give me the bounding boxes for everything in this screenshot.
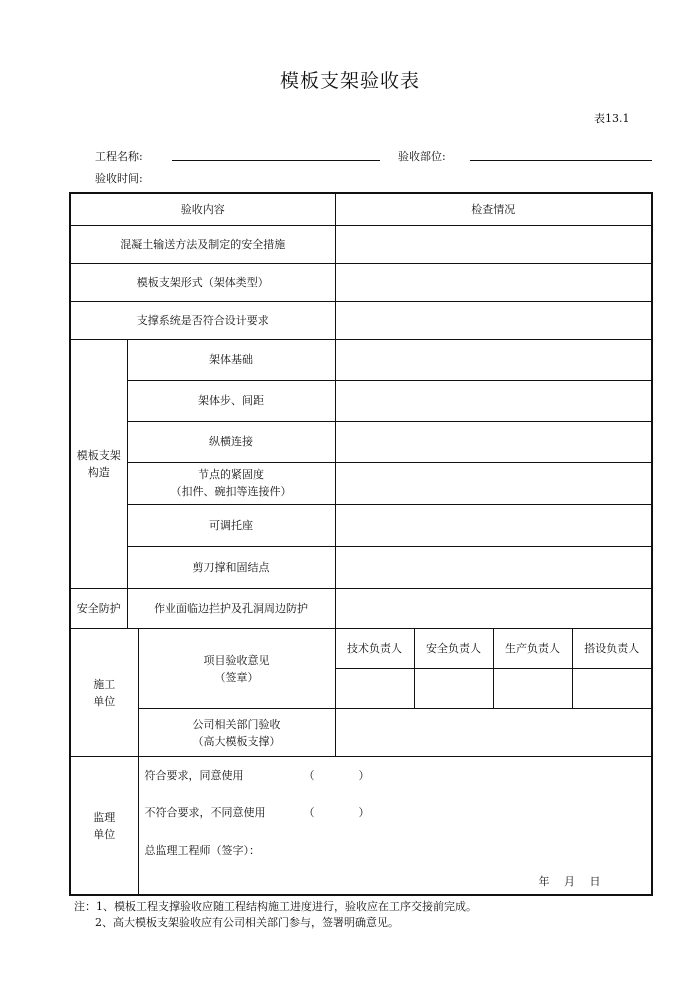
structure-group-label: 模板支架 构造 — [70, 339, 127, 588]
row-form-type: 模板支架形式（架体类型） — [70, 263, 335, 301]
project-name-field[interactable] — [172, 160, 380, 161]
agree-paren: （ ） — [303, 769, 370, 783]
sign-cell-erect[interactable] — [572, 669, 652, 709]
col-check-header: 检查情况 — [335, 193, 652, 225]
row-brace: 剪刀撑和固结点 — [127, 546, 335, 588]
accept-part-field[interactable] — [470, 160, 652, 161]
accept-part-label: 验收部位: — [398, 150, 446, 163]
role-erect: 搭设负责人 — [572, 629, 652, 669]
table-number: 表13.1 — [594, 112, 630, 125]
role-tech: 技术负责人 — [335, 629, 414, 669]
table-row — [70, 504, 652, 546]
supervision-cell[interactable] — [138, 757, 652, 895]
check-cell-brace[interactable] — [335, 546, 652, 588]
role-safety: 安全负责人 — [414, 629, 493, 669]
company-acceptance: 公司相关部门验收 （高大模板支撑） — [138, 709, 335, 757]
table-header-row — [70, 193, 652, 225]
row-foundation: 架体基础 — [127, 339, 335, 380]
role-production: 生产负责人 — [493, 629, 572, 669]
note-1: 注：1、模板工程支撑验收应随工程结构施工进度进行，验收应在工序交接前完成。 — [74, 900, 477, 913]
check-cell-concrete[interactable] — [335, 225, 652, 263]
safety-label: 安全防护 — [70, 588, 127, 628]
row-concrete: 混凝土输送方法及制定的安全措施 — [70, 225, 335, 263]
check-cell-safety[interactable] — [335, 588, 652, 628]
accept-time-label: 验收时间: — [95, 172, 143, 185]
project-opinion: 项目验收意见 （签章） — [138, 629, 335, 709]
row-adjust: 可调托座 — [127, 504, 335, 546]
agree-option: 符合要求，同意使用 — [144, 769, 244, 783]
row-node: 节点的紧固度 （扣件、碗扣等连接件） — [127, 462, 335, 504]
note-2: 2、高大模板支架验收应有公司相关部门参与，签署明确意见。 — [95, 916, 399, 929]
row-connect: 纵横连接 — [127, 421, 335, 462]
construction-unit-label: 施工 单位 — [70, 629, 138, 757]
supervision-unit-label: 监理 单位 — [70, 757, 138, 895]
page-title: 模板支架验收表 — [279, 70, 420, 92]
date-line: 年 月 日 — [538, 875, 601, 889]
check-cell-step[interactable] — [335, 380, 652, 421]
table-row — [70, 301, 652, 339]
table-row — [70, 421, 652, 462]
col-content-header: 验收内容 — [70, 193, 335, 225]
disagree-option: 不符合要求，不同意使用 — [144, 806, 266, 820]
company-acceptance-cell[interactable] — [335, 709, 652, 757]
row-design: 支撑系统是否符合设计要求 — [70, 301, 335, 339]
table-row — [70, 629, 652, 669]
check-cell-adjust[interactable] — [335, 504, 652, 546]
check-cell-form-type[interactable] — [335, 263, 652, 301]
disagree-paren: （ ） — [303, 806, 370, 820]
row-step: 架体步、间距 — [127, 380, 335, 421]
check-cell-design[interactable] — [335, 301, 652, 339]
table-row — [70, 225, 652, 263]
project-name-label: 工程名称: — [95, 150, 143, 163]
sign-cell-production[interactable] — [493, 669, 572, 709]
acceptance-table — [69, 192, 653, 896]
row-safety: 作业面临边拦护及孔洞周边防护 — [127, 588, 335, 628]
sign-cell-tech[interactable] — [335, 669, 414, 709]
table-row — [70, 757, 652, 895]
table-row — [70, 546, 652, 588]
chief-supervisor-sign: 总监理工程师（签字）： — [144, 844, 260, 858]
check-cell-node[interactable] — [335, 462, 652, 504]
sign-cell-safety[interactable] — [414, 669, 493, 709]
table-row — [70, 588, 652, 628]
check-cell-foundation[interactable] — [335, 339, 652, 380]
check-cell-connect[interactable] — [335, 421, 652, 462]
table-row — [70, 462, 652, 504]
table-row — [70, 380, 652, 421]
table-row — [70, 709, 652, 757]
table-row — [70, 263, 652, 301]
table-row — [70, 339, 652, 380]
